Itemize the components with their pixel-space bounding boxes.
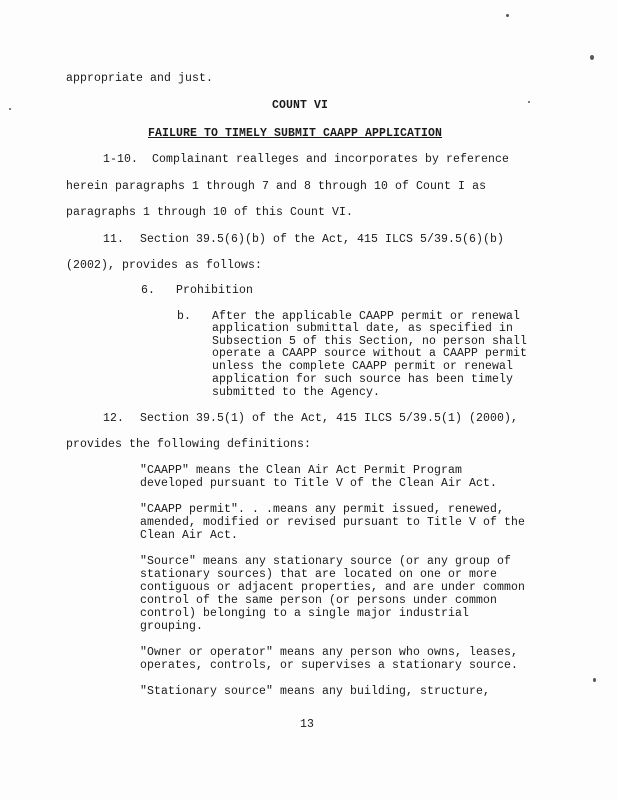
definition-line: "Stationary source" means any building, structure,	[140, 685, 491, 698]
quote-line: unless the complete CAAPP permit or renewal	[212, 360, 514, 373]
paragraph-line: Section 39.5(6)(b) of the Act, 415 ILCS 5/39.5(6)(b)	[140, 233, 505, 246]
scan-speck	[593, 678, 596, 682]
scan-speck	[590, 55, 594, 60]
scan-speck	[9, 108, 11, 110]
definition-line: control) belonging to a single major industrial	[140, 607, 470, 620]
paragraph-number: 1-10.	[103, 153, 139, 166]
quote-line: After the applicable CAAPP permit or renewal	[212, 310, 521, 323]
definition-line: "CAAPP permit". . .means any permit issued, renewed,	[140, 503, 505, 516]
definition-line: grouping.	[140, 620, 204, 633]
scan-speck	[506, 14, 509, 17]
definition-line: operates, controls, or supervises a stationary source.	[140, 659, 519, 672]
continuation-text: appropriate and just.	[66, 72, 214, 85]
quote-line: application submittal date, as specified in	[212, 322, 514, 335]
paragraph-line: provides the following definitions:	[66, 438, 312, 451]
definition-line: developed pursuant to Title V of the Clean Air Act.	[140, 477, 498, 490]
paragraph-line: (2002), provides as follows:	[66, 259, 263, 272]
definition-line: "CAAPP" means the Clean Air Act Permit Program	[140, 464, 463, 477]
quote-item-number: 6.	[141, 284, 156, 297]
definition-line: control of the same person (or persons under common	[140, 594, 498, 607]
quote-sub-letter: b.	[177, 310, 192, 323]
paragraph-line: herein paragraphs 1 through 7 and 8 through 10 of Count I as	[66, 180, 487, 193]
paragraph-line: Complainant realleges and incorporates by reference	[152, 153, 510, 166]
definition-line: amended, modified or revised pursuant to Title V of the	[140, 516, 526, 529]
definition-line: "Source" means any stationary source (or any group of	[140, 555, 512, 568]
page-number: 13	[300, 718, 315, 731]
definition-line: stationary sources) that are located on one or more	[140, 568, 498, 581]
paragraph-line: paragraphs 1 through 10 of this Count VI.	[66, 206, 354, 219]
paragraph-number: 11.	[103, 233, 125, 246]
definition-line: Clean Air Act.	[140, 529, 239, 542]
definition-line: contiguous or adjacent properties, and are under common	[140, 581, 526, 594]
paragraph-number: 12.	[103, 412, 125, 425]
count-heading: COUNT VI	[272, 99, 329, 112]
quote-line: application for such source has been timely	[212, 373, 514, 386]
scan-speck	[528, 101, 530, 103]
quote-line: Subsection 5 of this Section, no person shall	[212, 335, 528, 348]
count-title: FAILURE TO TIMELY SUBMIT CAAPP APPLICATION	[148, 127, 443, 140]
quote-item-label: Prohibition	[176, 284, 254, 297]
quote-line: submitted to the Agency.	[212, 386, 381, 399]
quote-line: operate a CAAPP source without a CAAPP permit	[212, 347, 528, 360]
definition-line: "Owner or operator" means any person who owns, leases,	[140, 646, 519, 659]
paragraph-line: Section 39.5(1) of the Act, 415 ILCS 5/39.5(1) (2000),	[140, 412, 519, 425]
